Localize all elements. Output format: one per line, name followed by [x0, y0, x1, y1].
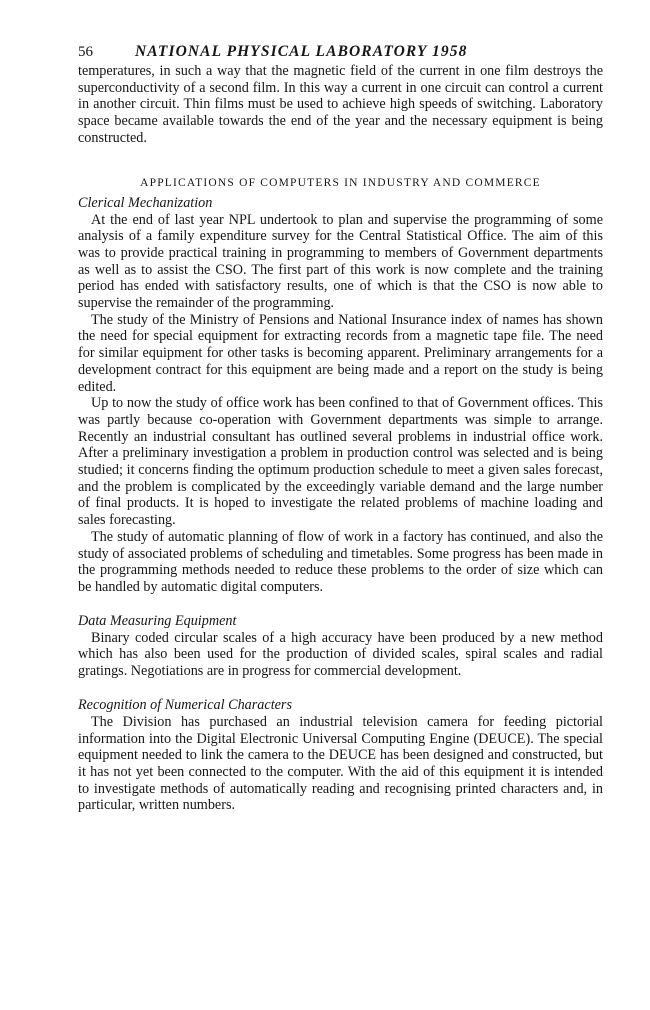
document-page: [78, 42, 603, 814]
clerical-paragraph-2: The study of the Ministry of Pensions and National Insurance index of names has shown the need for special equipment for extracting records from a magnetic tape file. The need for similar equipment for other tasks is becoming apparent. Preliminary arrangements for a development contract for this equipment are being made and a report on the study is being edited.: [78, 311, 603, 395]
recognition-text-part-1: The Division has purchased an industrial television camera for feeding pictorial information into the Digital Electronic Universal Computing Engine (: [78, 713, 603, 747]
intro-paragraph: temperatures, in such a way that the magnetic field of the current in one film destroys the superconductivity of a second film. In this way a current in one circuit can control a current in another circuit. Thin films must be used to achieve high speeds of switching. Laboratory space became available towards the end of the year and the necessary equipment is being constructed.: [78, 63, 603, 146]
recognition-text-part-2: ). The special equipment needed to link the camera to the: [78, 730, 603, 764]
deuce-acronym: DEUCE: [478, 730, 526, 747]
recognition-paragraph: [78, 714, 603, 814]
clerical-paragraph-1: At the end of last year NPL undertook to plan and supervise the programming of some analysis of a family expenditure survey for the Central Statistical Office. The aim of this was to provide practical training in programming to members of Government departments as well as to assist the CSO. The first part of this work is now complete and the training period has ended with satisfactory results, one of which is that the CSO is now able to supervise the remainder of the programming.: [78, 211, 603, 312]
clerical-paragraph-3: Up to now the study of office work has been confined to that of Government offices. This was partly because co-operation with Government departments was simple to arrange. Recently an industrial consultant has outlined several problems in industrial office work. After a preliminary investigation a problem in production control was selected and is being studied; it concerns finding the optimum production schedule to meet a given sales forecast, and the problem is complicated by the exceedingly variable demand and the large number of final products. It is hoped to investigate the related problems of machine loading and sales forecasting.: [78, 395, 603, 529]
page-number: 56: [78, 44, 93, 60]
subheading-data-measuring-equipment: Data Measuring Equipment: [78, 612, 237, 629]
subheading-recognition-numerical-characters: Recognition of Numerical Characters: [78, 696, 292, 713]
data-measuring-paragraph: Binary coded circular scales of a high accuracy have been produced by a new method which has also been used for the production of divided scales, spiral scales and radial gratings. Negotiations are in progress for commercial development.: [78, 629, 603, 680]
running-title: NATIONAL PHYSICAL LABORATORY 1958: [135, 43, 468, 60]
subheading-clerical-mechanization: Clerical Mechanization: [78, 194, 213, 211]
clerical-paragraph-4: The study of automatic planning of flow of work in a factory has continued, and also the study of associated problems of scheduling and timetables. Some progress has been made in the programming methods needed to reduce these problems to the order of size which can be handled by automatic digital computers.: [78, 528, 603, 595]
recognition-text-part-3: has been designed and constructed, but it has not yet been connected to the computer. With the aid of this equipment it is intended to investigate methods of automatically reading and recognising printed characters and, in particular, written numbers.: [78, 747, 603, 814]
section-heading: APPLICATIONS OF COMPUTERS IN INDUSTRY AND COMMERCE: [140, 176, 541, 189]
running-header: [78, 42, 603, 62]
deuce-acronym: DEUCE: [328, 747, 377, 764]
